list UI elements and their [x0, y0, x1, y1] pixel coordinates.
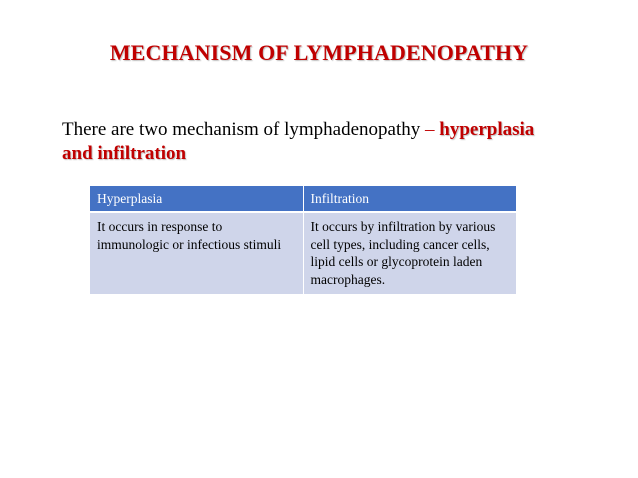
header-infiltration: Infiltration	[303, 186, 516, 212]
table-row	[90, 212, 516, 294]
table-header-row	[90, 186, 516, 212]
comparison-table	[90, 186, 516, 294]
slide-title: MECHANISM OF LYMPHADENOPATHY	[109, 40, 529, 65]
intro-dash: –	[420, 119, 440, 140]
intro-text: There are two mechanism of lymphadenopathy	[62, 119, 421, 140]
highlight-hyperplasia: hyperplasia	[439, 119, 535, 140]
intro-paragraph	[62, 118, 602, 166]
highlight-infiltration: and infiltration	[62, 143, 187, 164]
header-hyperplasia: Hyperplasia	[90, 186, 303, 212]
cell-infiltration-description: It occurs by infiltration by various cell types, including cancer cells, lipid cells or glycoprotein laden macrophages.	[303, 212, 516, 294]
cell-hyperplasia-description: It occurs in response to immunologic or infectious stimuli	[90, 212, 303, 294]
